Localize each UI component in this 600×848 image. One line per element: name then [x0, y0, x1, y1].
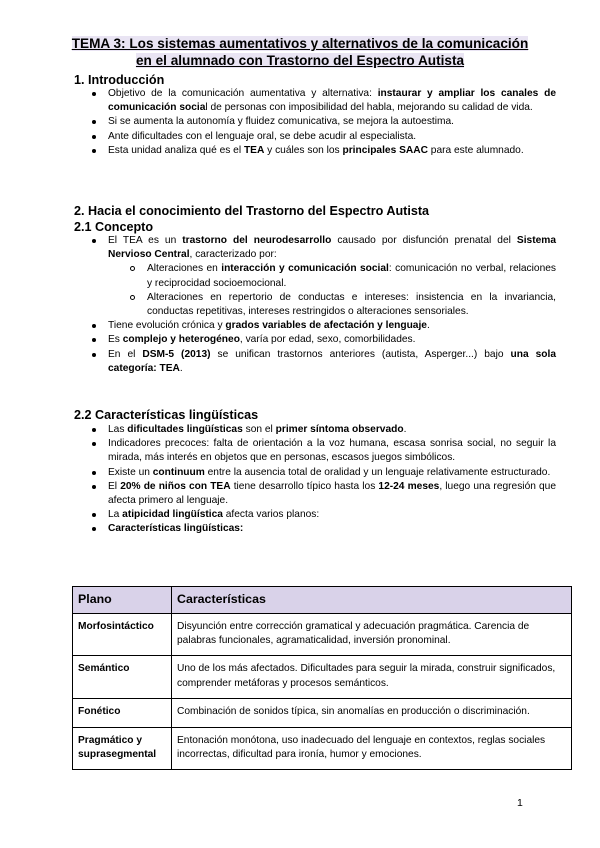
plano-cell: Fonético — [73, 699, 172, 727]
page-title — [60, 35, 540, 69]
list-item: Si se aumenta la autonomía y fluidez comunicativa, se mejora la autoestima. — [92, 115, 556, 129]
concepto-sublist — [108, 262, 556, 319]
caracteristicas-list — [92, 423, 556, 537]
list-item: Existe un continuum entre la ausencia total de oralidad y un lenguaje relativamente estructurado. — [92, 466, 556, 480]
intro-list — [92, 87, 556, 158]
table-row — [73, 614, 572, 656]
title-line-2: en el alumnado con Trastorno del Espectro Autista — [135, 53, 465, 68]
heading-concepto: 2.1 Concepto — [74, 220, 154, 234]
list-item: Indicadores precoces: falta de orientación a la voz humana, escasa sonrisa social, no seguir la mirada, más interés en objetos que en personas, escasos juegos simbólicos. — [92, 437, 556, 465]
description-cell: Disyunción entre corrección gramatical y adecuación pragmática. Carencia de palabras funcionales, agramaticalidad, inversión pronominal. — [172, 614, 572, 656]
list-item: Las dificultades lingüísticas son el primer síntoma observado. — [92, 423, 556, 437]
linguistic-characteristics-table — [72, 586, 572, 770]
header-plano: Plano — [73, 587, 172, 614]
list-item: Ante dificultades con el lenguaje oral, se debe acudir al especialista. — [92, 130, 556, 144]
heading-introduccion: 1. Introducción — [74, 73, 165, 87]
sub-list-item: Alteraciones en repertorio de conductas e intereses: insistencia en la invariancia, conductas repetitivas, intereses restringidos o alteraciones sensoriales. — [108, 291, 556, 319]
description-cell: Uno de los más afectados. Dificultades para seguir la mirada, construir significados, comprender metáforas y procesos semánticos. — [172, 656, 572, 699]
list-item: Es complejo y heterogéneo, varía por edad, sexo, comorbilidades. — [92, 333, 556, 347]
description-cell: Entonación monótona, uso inadecuado del lenguaje en contextos, reglas sociales incorrectas, dificultad para ironía, humor y emociones. — [172, 727, 572, 769]
page-number: 1 — [517, 797, 523, 809]
table-row — [73, 656, 572, 699]
plano-cell: Morfosintáctico — [73, 614, 172, 656]
header-caracteristicas: Características — [172, 587, 572, 614]
list-item: Esta unidad analiza qué es el TEA y cuáles son los principales SAAC para este alumnado. — [92, 144, 556, 158]
concepto-list — [92, 234, 556, 376]
plano-cell: Pragmático y suprasegmental — [73, 727, 172, 769]
list-item: En el DSM-5 (2013) se unifican trastornos anteriores (autista, Asperger...) bajo una sola categoría: TEA. — [92, 348, 556, 376]
title-line-1: TEMA 3: Los sistemas aumentativos y alternativos de la comunicación — [71, 36, 529, 51]
heading-caracteristicas: 2.2 Características lingüísticas — [74, 408, 259, 422]
sub-list-item: Alteraciones en interacción y comunicación social: comunicación no verbal, relaciones y reciprocidad socioemocional. — [108, 262, 556, 290]
table-row — [73, 699, 572, 727]
list-item: El TEA es un trastorno del neurodesarrollo causado por disfunción prenatal del Sistema Nervioso Central, caracterizado por: Alteraciones en interacción y comunicación social: comunicación no verbal, relaciones y reciprocidad socioemocional. Alteraciones en repertorio de conductas e intereses: insistencia en la invariancia, conductas repetitivas, intereses restringidos o alteraciones sensoriales. — [92, 234, 556, 319]
list-item: El 20% de niños con TEA tiene desarrollo típico hasta los 12-24 meses, luego una regresión que afecta primero al lenguaje. — [92, 480, 556, 508]
list-item: Características lingüísticas: — [92, 522, 556, 536]
description-cell: Combinación de sonidos típica, sin anomalías en producción o discriminación. — [172, 699, 572, 727]
list-item: Tiene evolución crónica y grados variables de afectación y lenguaje. — [92, 319, 556, 333]
heading-section-2: 2. Hacia el conocimiento del Trastorno del Espectro Autista — [74, 204, 430, 218]
list-item: Objetivo de la comunicación aumentativa y alternativa: instaurar y ampliar los canales de comunicación social de personas con imposibilidad del habla, mejorando su calidad de vida. — [92, 87, 556, 115]
plano-cell: Semántico — [73, 656, 172, 699]
table-row — [73, 727, 572, 769]
table-header-row — [73, 587, 572, 614]
list-item: La atipicidad lingüística afecta varios planos: — [92, 508, 556, 522]
